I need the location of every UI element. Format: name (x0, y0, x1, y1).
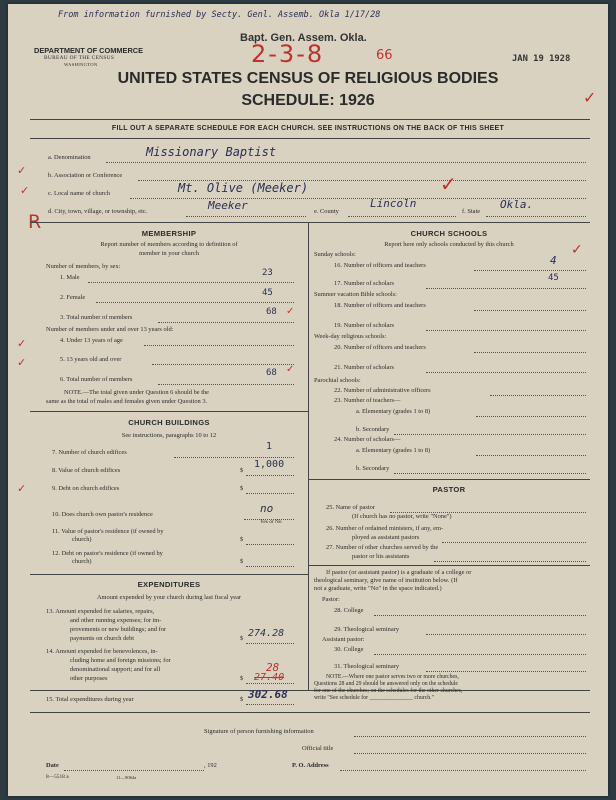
benevolences-value: 27.40 (254, 672, 285, 683)
divider (308, 565, 590, 566)
checkmark-icon: ✓ (17, 337, 27, 350)
checkmark-icon: ✓ (17, 356, 27, 369)
city-name: WASHINGTON (64, 62, 98, 67)
red-sub-code: 66 (376, 48, 393, 63)
edifices-count-label: 7. Number of church edifices (52, 449, 127, 456)
residence-debt-label: church) (72, 558, 92, 565)
male-label: 1. Male (60, 274, 80, 281)
schools-title: CHURCH SCHOOLS (410, 229, 488, 238)
divider (30, 222, 590, 223)
divider (30, 119, 590, 120)
bureau-name: BUREAU OF THE CENSUS (44, 55, 115, 61)
running-expenses-label: provements or new buildings; and for (70, 626, 167, 633)
red-code: 2-3-8 (251, 40, 325, 68)
asst-pastor-subheading: Assistant pastor: (322, 636, 365, 643)
benevolences-correction: 28 (266, 661, 280, 674)
benevolences-label: cluding home and foreign missions; for (70, 657, 171, 664)
red-r-mark: R (28, 211, 42, 233)
parochial-scholars-label: 24. Number of scholars— (334, 436, 401, 443)
dollar-sign: $ (240, 485, 244, 492)
divider (308, 479, 590, 480)
running-expenses-label: and other running expenses; for im- (70, 617, 162, 624)
total-members-age-value: 68 (266, 368, 277, 378)
checkmark-icon: ✓ (286, 364, 295, 375)
pastor-name-hint: (If church has no pastor, write "None") (352, 513, 452, 520)
dollar-sign: $ (240, 635, 244, 642)
divider (30, 712, 590, 713)
parochial-schools-label: Parochial schools: (314, 377, 361, 384)
denomination-stamp: Bapt. Gen. Assem. Okla. (240, 32, 367, 44)
graduate-instructions: not a graduate, write "No" in the space indicated.) (314, 585, 442, 592)
expenditures-subtitle: Amount expended by your church during last fiscal year (96, 594, 242, 601)
po-address-label: P. O. Address (292, 762, 329, 769)
residence-owned-label: 10. Does church own pastor's residence (52, 511, 153, 518)
teachers-elementary-label: a. Elementary (grades 1 to 8) (356, 408, 431, 415)
teachers-secondary-label: b. Secondary (356, 426, 390, 433)
instruction-line: FILL OUT A SEPARATE SCHEDULE FOR EACH CHURCH. SEE INSTRUCTIONS ON THE BACK OF THIS SHEET (111, 125, 505, 132)
pastor-college-label: 28. College (334, 607, 364, 614)
schools-subtitle: Report here only schools conducted by this church (384, 241, 514, 248)
state-value: Okla. (500, 198, 534, 211)
total-members-value: 68 (266, 307, 277, 317)
weekday-scholars-label: 21. Number of scholars (334, 364, 394, 371)
pastor-name-label: 25. Name of pastor (326, 504, 375, 511)
checkmark-icon: ✓ (286, 306, 295, 317)
membership-note: same as the total of males and females given under Question 3. (46, 398, 208, 405)
sunday-scholars-value: 45 (548, 273, 559, 283)
pastor-note: write "See schedule for _______________ church." (314, 695, 434, 701)
year-label: , 192 (204, 762, 217, 769)
dept-name: DEPARTMENT OF COMMERCE (34, 46, 144, 55)
checkmark-icon: ✓ (571, 242, 583, 258)
members-by-age-label: Number of members under and over 13 years old: (46, 326, 174, 333)
residence-value-label: church) (72, 536, 92, 543)
divider (30, 574, 308, 575)
pastor-note: Questions 28 and 29 should be answered only on the schedule (314, 681, 458, 687)
weekday-teachers-label: 20. Number of officers and teachers (334, 344, 426, 351)
divider (30, 690, 590, 691)
male-value: 23 (262, 268, 273, 278)
asst-ministers-label: ployed as assistant pastors (352, 534, 420, 541)
city-value: Meeker (208, 199, 248, 212)
dollar-sign: $ (240, 558, 244, 565)
county-label: e. County (314, 208, 339, 215)
edifices-value-value: 1,000 (254, 459, 285, 470)
official-title-label: Official title (302, 745, 334, 752)
church-name-label: c. Local name of church (48, 190, 110, 197)
form-title: UNITED STATES CENSUS OF RELIGIOUS BODIES (117, 70, 499, 87)
edifices-value-label: 8. Value of church edifices (52, 467, 121, 474)
running-expenses-value: 274.28 (248, 628, 285, 639)
association-label: b. Association or Conference (48, 172, 123, 179)
female-label: 2. Female (60, 294, 86, 301)
checkmark-icon: ✓ (17, 482, 27, 495)
city-label: d. City, town, village, or township, etc. (48, 208, 148, 215)
over-13-label: 5. 13 years old and over (60, 356, 122, 363)
census-schedule-sheet (8, 4, 608, 796)
denomination-value: Missionary Baptist (146, 145, 277, 159)
residence-debt-label: 12. Debt on pastor's residence (if owned by (52, 550, 163, 557)
pastor-title: PASTOR (432, 485, 466, 494)
checkmark-icon: ✓ (440, 172, 457, 196)
schedule-title: SCHEDULE: 1926 (241, 92, 375, 109)
summer-scholars-label: 19. Number of scholars (334, 322, 394, 329)
other-churches-label: 27. Number of other churches served by the (326, 544, 439, 551)
sunday-schools-label: Sunday schools: (314, 251, 356, 258)
yes-no-hint: Yes or No (260, 519, 282, 525)
summer-schools-label: Summer vacation Bible schools: (314, 291, 397, 298)
pastor-subheading: Pastor: (322, 596, 340, 603)
total-expenditures-value: 302.68 (248, 688, 288, 701)
checkmark-icon: ✓ (17, 164, 27, 177)
edifices-count-value: 1 (266, 441, 273, 452)
asst-ministers-label: 26. Number of ordained ministers, if any, em- (326, 525, 444, 532)
members-by-sex-label: Number of members, by sex: (46, 263, 121, 270)
membership-intro: member in your church (139, 250, 199, 257)
membership-intro: Report number of members according to definition of (100, 241, 238, 248)
scholars-elementary-label: a. Elementary (grades 1 to 8) (356, 447, 431, 454)
residence-value-label: 11. Value of pastor's residence (if owned by (52, 528, 164, 535)
divider (30, 138, 590, 139)
other-churches-label: pastor or his assistants (352, 553, 410, 560)
scholars-secondary-label: b. Secondary (356, 465, 390, 472)
church-name-value: Mt. Olive (Meeker) (178, 181, 309, 195)
pastor-note: NOTE.—Where one pastor serves two or more churches, (326, 674, 459, 680)
sunday-teachers-value: 4 (550, 254, 557, 267)
pastor-note: for one of the churches; on the schedules for the other churches, (314, 688, 463, 694)
total-members-label: 3. Total number of members (60, 314, 133, 321)
total-members-age-label: 6. Total number of members (60, 376, 133, 383)
edifices-debt-label: 9. Debt on church edifices (52, 485, 120, 492)
denomination-label: a. Denomination (48, 154, 91, 161)
handwritten-note: From information furnished by Secty. Genl. Assemb. Okla 1/17/28 (58, 10, 381, 20)
checkmark-icon: ✓ (20, 184, 30, 197)
summer-teachers-label: 18. Number of officers and teachers (334, 302, 426, 309)
membership-note: NOTE.—The total given under Question 6 should be the (64, 389, 210, 396)
benevolences-label: other purposes (70, 675, 108, 682)
female-value: 45 (262, 288, 273, 298)
dollar-sign: $ (240, 467, 244, 474)
state-label: f. State (462, 208, 481, 215)
sunday-teachers-label: 16. Number of officers and teachers (334, 262, 426, 269)
buildings-title: CHURCH BUILDINGS (128, 418, 210, 427)
dollar-sign: $ (240, 675, 244, 682)
sunday-scholars-label: 17. Number of scholars (334, 280, 394, 287)
date-label: Date (46, 762, 59, 769)
form-number: 8—5518 a (46, 774, 69, 780)
weekday-schools-label: Week-day religious schools: (314, 333, 387, 340)
divider (30, 411, 308, 412)
running-expenses-label: 13. Amount expended for salaries, repairs, (46, 608, 155, 615)
parochial-teachers-label: 23. Number of teachers— (334, 397, 401, 404)
under-13-label: 4. Under 13 years of age (60, 337, 123, 344)
benevolences-label: denominational support; and for all (70, 666, 161, 673)
signature-label: Signature of person furnishing information (204, 728, 314, 735)
membership-title: MEMBERSHIP (141, 229, 197, 238)
benevolences-label: 14. Amount expended for benevolences, in- (46, 648, 158, 655)
parochial-officers-label: 22. Number of administrative officers (334, 387, 431, 394)
date-stamp: JAN 19 1928 (512, 54, 571, 64)
expenditures-title: EXPENDITURES (137, 580, 201, 589)
graduate-instructions: If pastor (or assistant pastor) is a graduate of a college or (326, 569, 472, 576)
print-number: 11—9064a (116, 775, 137, 780)
total-expenditures-label: 15. Total expenditures during year (46, 696, 134, 703)
county-value: Lincoln (370, 197, 417, 210)
asst-seminary-label: 31. Theological seminary (334, 663, 400, 670)
dollar-sign: $ (240, 536, 244, 543)
residence-owned-value: no (260, 502, 274, 515)
dollar-sign: $ (240, 696, 244, 703)
asst-college-label: 30. College (334, 646, 364, 653)
buildings-subtitle: See instructions, paragraphs 10 to 12 (121, 432, 217, 439)
pastor-seminary-label: 29. Theological seminary (334, 626, 400, 633)
graduate-instructions: theological seminary, give name of institution below. (If (314, 577, 458, 584)
running-expenses-label: payments on church debt (70, 635, 135, 642)
checkmark-icon: ✓ (583, 88, 597, 107)
divider (308, 222, 309, 690)
